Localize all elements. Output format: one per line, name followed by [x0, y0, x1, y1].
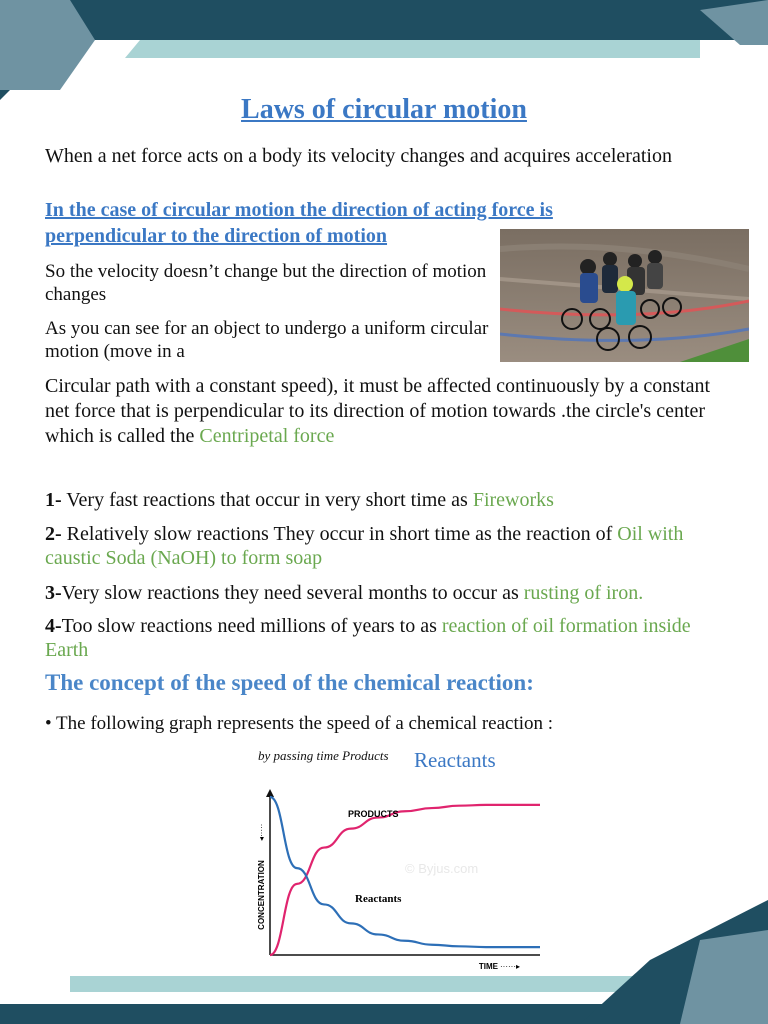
- graph-caption-small: by passing time Products: [258, 748, 389, 763]
- centripetal-force-term: Centripetal force: [199, 425, 335, 447]
- watermark: © Byjus.com: [405, 861, 479, 876]
- series-label-products: PRODUCTS: [348, 809, 399, 819]
- reaction-item-4: 4-Too slow reactions need millions of years to as reaction of oil formation inside Earth: [45, 615, 691, 661]
- section-heading: The concept of the speed of the chemical reaction:: [45, 670, 534, 695]
- path-text: Circular path with a constant speed), it must be affected continuously by a constant net force that is perpendicular to its direction of motion towards .the circle's center which is called the: [45, 375, 711, 447]
- page-title: Laws of circular motion: [241, 94, 527, 125]
- uniform-paragraph: As you can see for an object to undergo a uniform circular motion (move in a: [45, 318, 489, 362]
- intro-paragraph: When a net force acts on a body its velocity changes and acquires acceleration: [45, 145, 672, 167]
- series-line-products: [270, 805, 540, 955]
- concentration-time-chart: [250, 745, 560, 975]
- velocity-paragraph: So the velocity doesn’t change but the direction of motion changes: [45, 261, 487, 305]
- reaction-item-1: 1- Very fast reactions that occur in very short time as Fireworks: [45, 489, 554, 511]
- highlight-line-2: perpendicular to the direction of motion: [45, 225, 388, 247]
- y-axis-arrow-dots: ◂·····: [257, 823, 266, 841]
- path-paragraph: [45, 374, 725, 449]
- x-axis-arrow: ······▸: [500, 962, 520, 971]
- cyclists-photo: [500, 229, 749, 362]
- y-axis-arrow: [266, 789, 274, 797]
- reaction-item-2: 2- Relatively slow reactions They occur in short time as the reaction of Oil with caustic Soda (NaOH) to form soap: [45, 523, 684, 569]
- y-axis-label: CONCENTRATION: [257, 860, 266, 930]
- graph-intro: • The following graph represents the speed of a chemical reaction :: [45, 713, 554, 734]
- series-label-reactants: Reactants: [355, 893, 402, 905]
- x-axis-label: TIME: [478, 962, 498, 971]
- graph-caption-reactants: Reactants: [414, 748, 496, 772]
- reaction-item-3: 3-Very slow reactions they need several months to occur as rusting of iron.: [45, 582, 644, 604]
- highlight-line-1: In the case of circular motion the direction of acting force is: [45, 199, 553, 221]
